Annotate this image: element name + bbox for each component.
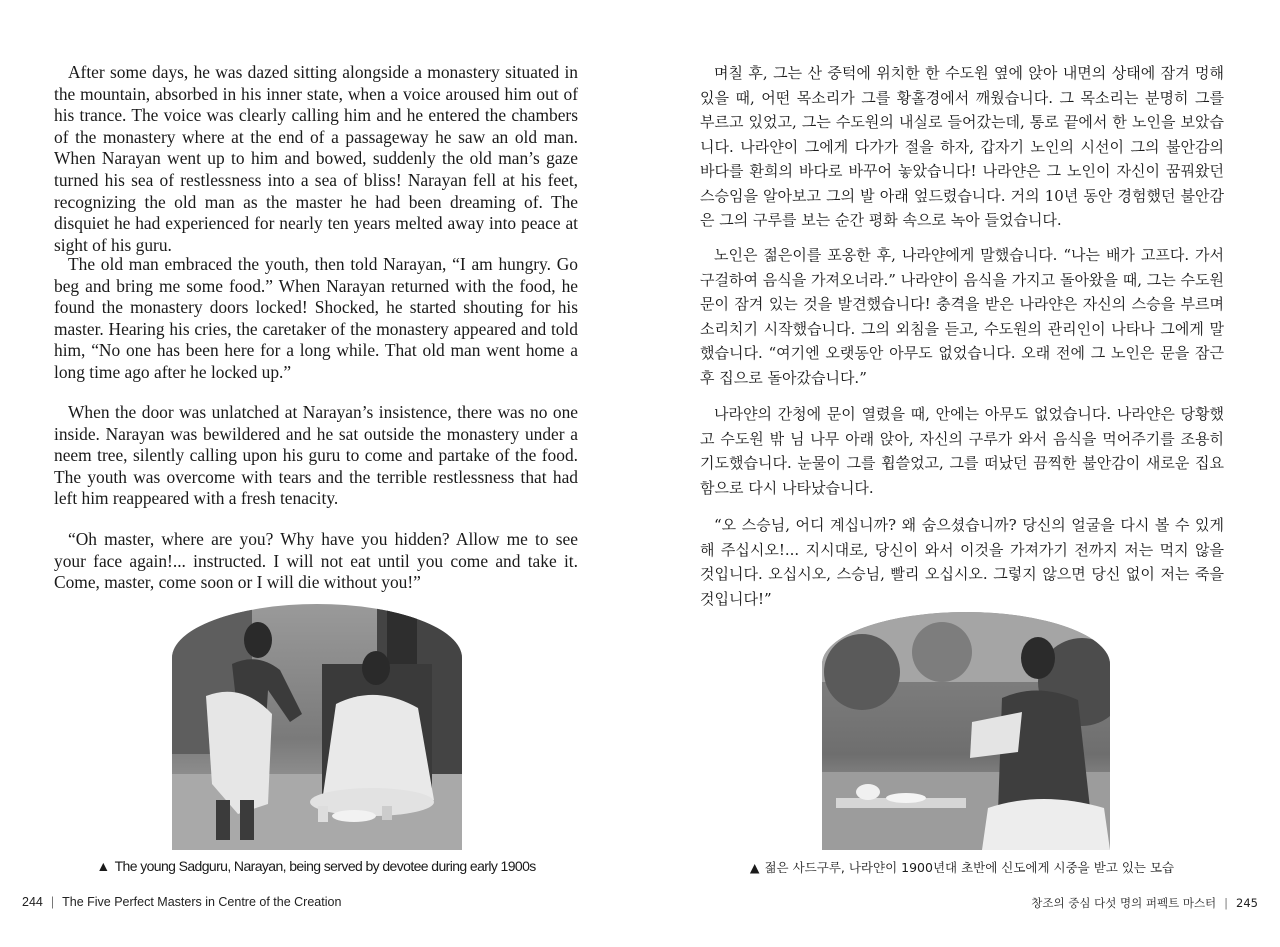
right-caption-text: 젊은 사드구루, 나라얀이 1900년대 초반에 신도에게 시중을 받고 있는 모습 <box>764 860 1175 875</box>
right-paragraph-3: 나라얀의 간청에 문이 열렸을 때, 안에는 아무도 없었습니다. 나라얀은 당황했고 수도원 밖 님 나무 아래 앉아, 자신의 구루가 와서 음식을 먹어주기를 조용히 기도했습니다. 눈물이 그를 휩쓸었고, 그를 떠났던 끔찍한 불안감이 새로운 집요함으로 다시 나타났습니다. <box>700 405 1224 497</box>
right-page-number: 245 <box>1236 896 1258 910</box>
triangle-up-icon: ▲ <box>96 858 110 874</box>
left-caption <box>54 858 578 874</box>
left-page-number: 244 <box>22 895 43 909</box>
photo-illustration-right <box>822 612 1110 850</box>
right-footer <box>1031 895 1258 911</box>
right-footer-separator: | <box>1224 896 1229 910</box>
left-caption-text: The young Sadguru, Narayan, being served by devotee during early 1900s <box>114 858 536 874</box>
left-paragraph-1: After some days, he was dazed sitting alongside a monastery situated in the mountain, absorbed in his inner state, when a voice aroused him out of his trance. The voice was clearly calling him and he entered the chambers of the monastery where at the end of a passageway he saw an old man. When Narayan went up to him and bowed, suddenly the old man’s gaze turned his sea of restlessness into a sea of bliss! Narayan fell at his feet, recognizing the old man as the master he had been dreaming of. The disquiet he had experienced for nearly ten years melted away into peace at sight of his guru. <box>54 62 578 255</box>
left-paragraph-2: The old man embraced the youth, then told Narayan, “I am hungry. Go beg and bring me some food.” When Narayan returned with the food, he found the monastery doors locked! Shocked, he started shouting for his master. Hearing his cries, the caretaker of the monastery appeared and told him, “No one has been here for a long while. That old man went home a long time ago after he locked up.” <box>54 254 578 382</box>
photo-sadguru-young <box>822 612 1110 850</box>
right-page <box>640 0 1280 947</box>
left-paragraph-4: “Oh master, where are you? Why have you hidden? Allow me to see your face again!... instructed. I will not eat until you come and take it. Come, master, come soon or I will die without you!” <box>54 529 578 593</box>
triangle-up-icon-right: ▲ <box>749 860 760 875</box>
right-caption <box>700 858 1224 876</box>
left-running-title: The Five Perfect Masters in Centre of the Creation <box>62 895 342 909</box>
right-running-title: 창조의 중심 다섯 명의 퍼펙트 마스터 <box>1031 896 1217 910</box>
left-footer <box>22 895 341 909</box>
left-footer-separator: | <box>50 895 55 909</box>
left-paragraph-3: When the door was unlatched at Narayan’s insistence, there was no one inside. Narayan was bewildered and he sat outside the monastery under a neem tree, silently calling upon his guru to come and partake of the food. The youth was overcome with tears and the terrible restlessness that had left him reappeared with a fresh tenacity. <box>54 402 578 509</box>
right-paragraph-2: 노인은 젊은이를 포옹한 후, 나라얀에게 말했습니다. “나는 배가 고프다. 가서 구걸하여 음식을 가져오너라.” 나라얀이 음식을 가지고 돌아왔을 때, 그는 수도원 문이 잠겨 있는 것을 발견했습니다! 충격을 받은 나라얀은 자신의 스승을 부르며 소리치기 시작했습니다. 그의 외침을 듣고, 수도원의 관리인이 나타나 그에게 말했습니다. “여기엔 오랫동안 아무도 없었습니다. 오래 전에 그 노인은 문을 잠근 후 집으로 돌아갔습니다.” <box>700 246 1224 387</box>
photo-illustration <box>172 604 462 850</box>
photo-sadguru-served <box>172 604 462 850</box>
right-paragraph-1: 며칠 후, 그는 산 중턱에 위치한 한 수도원 옆에 앉아 내면의 상태에 잠겨 멍해 있을 때, 어떤 목소리가 그를 황홀경에서 깨웠습니다. 그 목소리는 분명히 그를 부르고 있었고, 그는 수도원의 내실로 들어갔는데, 통로 끝에서 한 노인을 보았습니다. 나라얀이 그에게 다가가 절을 하자, 갑자기 노인의 시선이 그의 불안감의 바다를 환희의 바다로 바꾸어 놓았습니다! 나라얀은 그 노인이 자신이 꿈꿔왔던 스승임을 알아보고 그의 발 아래 엎드렸습니다. 거의 10년 동안 경험했던 불안감은 그의 구루를 보는 순간 평화 속으로 녹아 들었습니다. <box>700 64 1224 229</box>
right-paragraph-4: “오 스승님, 어디 계십니까? 왜 숨으셨습니까? 당신의 얼굴을 다시 볼 수 있게 해 주십시오!... 지시대로, 당신이 와서 이것을 가져가기 전까지 저는 먹지 않을 것입니다. 오십시오, 스승님, 빨리 오십시오. 그렇지 않으면 당신 없이 저는 죽을 것입니다!” <box>700 516 1224 608</box>
